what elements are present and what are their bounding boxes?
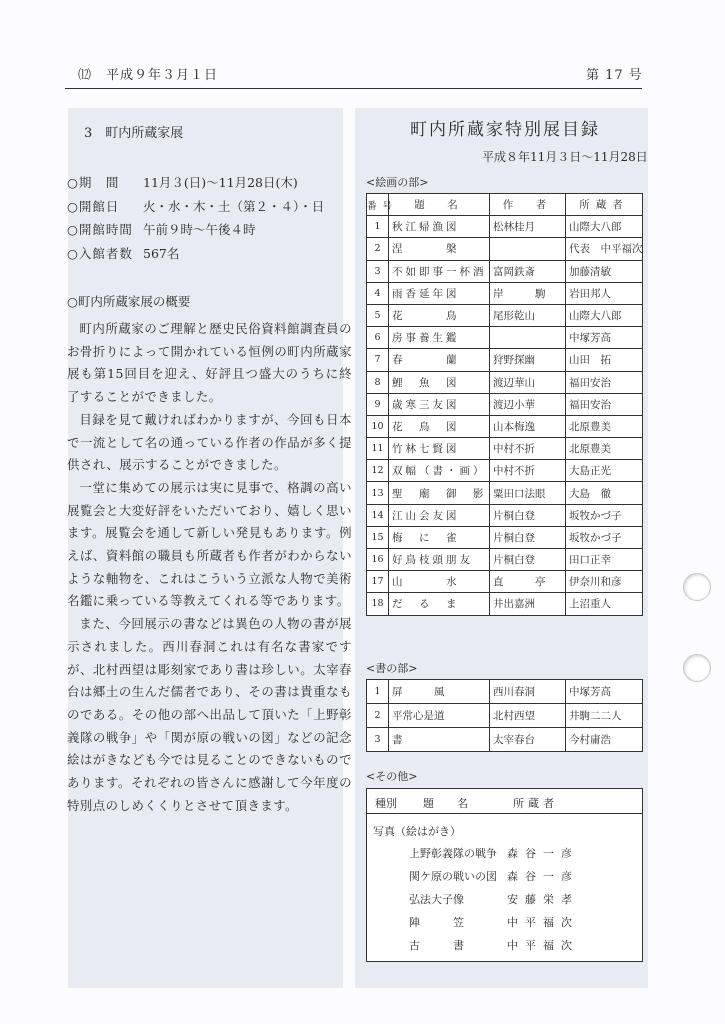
table-row <box>367 238 643 260</box>
catalog-date-range: 平成８年11月３日〜11月28日 <box>482 150 648 164</box>
row-number: 16 <box>367 549 389 571</box>
row-artist: 渡辺華山 <box>490 371 566 393</box>
row-artist: 岸 駒 <box>490 282 566 304</box>
row-number: 12 <box>367 460 389 482</box>
row-owner: 坂牧かづ子 <box>566 504 643 526</box>
row-artist: 松林桂月 <box>490 216 566 238</box>
table-row <box>367 526 643 548</box>
info-value-period: 11月３(日)〜11月28日(木) <box>143 175 298 190</box>
table-header-row <box>367 194 643 216</box>
table-row <box>367 393 643 415</box>
other-header-type: 種別 <box>375 797 397 810</box>
row-artist: 粟田口法眼 <box>490 482 566 504</box>
row-title: 双幅（書・画） <box>389 460 490 482</box>
row-owner: 中塚芳高 <box>566 327 643 349</box>
table-row <box>367 680 643 704</box>
table-row <box>367 728 643 752</box>
row-number: 18 <box>367 593 389 615</box>
item-title: 弘法大子像 <box>409 893 464 906</box>
info-value-open-days: 火・水・木・土（第２・４）・日 <box>143 199 325 214</box>
row-title: 秋江帰漁図 <box>389 216 490 238</box>
row-number: 15 <box>367 526 389 548</box>
row-owner: 山際大八郎 <box>566 216 643 238</box>
row-title: 涅 槃 <box>389 238 490 260</box>
row-artist: 北村西望 <box>490 704 566 728</box>
item-title: 上野彰義隊の戦争 <box>409 847 497 860</box>
row-number: 6 <box>367 327 389 349</box>
row-number: 2 <box>367 238 389 260</box>
table-row <box>367 327 643 349</box>
row-artist: 中村不折 <box>490 438 566 460</box>
row-title: 鯉 魚 図 <box>389 371 490 393</box>
item-owner: 森谷一彦 <box>507 847 579 860</box>
table-row <box>367 460 643 482</box>
other-header-owner: 所蔵者 <box>513 797 558 810</box>
row-title: 不如即事一杯酒 <box>389 260 490 282</box>
table-row <box>367 371 643 393</box>
article-heading: 3 町内所蔵家展 <box>84 126 184 141</box>
other-section-label: <その他> <box>366 770 418 783</box>
item-owner: 安藤栄孝 <box>507 893 579 906</box>
table-row <box>367 571 643 593</box>
paintings-table <box>366 193 643 616</box>
row-title: 好鳥枝頭朋友 <box>389 549 490 571</box>
table-row <box>367 415 643 437</box>
binder-hole-top <box>683 573 711 601</box>
row-owner: 田口正幸 <box>566 549 643 571</box>
row-number: 3 <box>367 728 389 752</box>
row-title: 梅 に 雀 <box>389 526 490 548</box>
row-artist: 片桐白登 <box>490 549 566 571</box>
row-owner: 加藤清敏 <box>566 260 643 282</box>
item-owner: 森谷一彦 <box>507 870 579 883</box>
row-number: 9 <box>367 393 389 415</box>
issue-date: ⑿ 平成９年３月１日 <box>78 68 219 83</box>
row-title: 平常心是道 <box>389 704 490 728</box>
item-owner: 中平福次 <box>507 916 579 929</box>
info-label-period: ○期 間 <box>67 175 120 190</box>
row-number: 17 <box>367 571 389 593</box>
row-owner: 北原豊美 <box>566 415 643 437</box>
row-artist: 片桐白登 <box>490 504 566 526</box>
table-row <box>367 704 643 728</box>
row-number: 3 <box>367 260 389 282</box>
row-title: 山 水 <box>389 571 490 593</box>
row-owner: 坂牧かづ子 <box>566 526 643 548</box>
info-value-hours: 午前９時〜午後４時 <box>143 222 256 237</box>
table-row <box>367 549 643 571</box>
row-owner: 大島 徹 <box>566 482 643 504</box>
row-owner: 上沼重人 <box>566 593 643 615</box>
row-owner: 今村庸浩 <box>566 728 643 752</box>
row-title: 花 鳥 <box>389 304 490 326</box>
row-number: 2 <box>367 704 389 728</box>
row-number: 1 <box>367 216 389 238</box>
row-owner: 山田 拓 <box>566 349 643 371</box>
other-header-row <box>367 789 642 814</box>
row-owner: 中塚芳高 <box>566 680 643 704</box>
info-label-hours: ○開館時間 <box>67 222 133 237</box>
row-number: 1 <box>367 680 389 704</box>
table-row <box>367 438 643 460</box>
body-paragraph: 一堂に集めての展示は実に見事で、格調の高い展覧会と大変好評をいただいており、嬉しく思います。展覧会を通して新しい発見もあります。例えば、資料館の職員も所蔵者も作者がわからないような軸物を、これはこういう立派な人物で美術名鑑に乗っている等教えてくれる等であります。 <box>67 479 352 609</box>
info-value-visitors: 567名 <box>143 246 180 261</box>
row-title: 屏 風 <box>389 680 490 704</box>
header-owner: 所蔵者 <box>566 194 643 216</box>
row-owner: 井駒二二人 <box>566 704 643 728</box>
other-items-box <box>366 788 643 962</box>
paintings-section-label: <絵画の部> <box>366 176 429 189</box>
issue-number: 第 17 号 <box>586 68 643 83</box>
body-paragraph: 町内所蔵家のご理解と歴史民俗資料館調査員のお骨折りによって開かれている恒例の町内所蔵家展も第15回目を迎え、好評且つ盛大のうちに終了することができました。 <box>67 321 352 405</box>
row-number: 13 <box>367 482 389 504</box>
header-artist: 作 者 <box>490 194 566 216</box>
row-title: 歳寒三友図 <box>389 393 490 415</box>
row-owner: 代表 中平福次 <box>566 238 643 260</box>
table-row <box>367 282 643 304</box>
row-title: 竹林七賢図 <box>389 438 490 460</box>
table-row <box>367 349 643 371</box>
row-owner: 大島正光 <box>566 460 643 482</box>
row-title: 房事養生鑑 <box>389 327 490 349</box>
row-artist: 太宰春台 <box>490 728 566 752</box>
row-title: 書 <box>389 728 490 752</box>
row-owner: 福田安治 <box>566 371 643 393</box>
row-title: 花 鳥 図 <box>389 415 490 437</box>
row-owner: 北原豊美 <box>566 438 643 460</box>
calligraphy-table <box>366 679 643 752</box>
row-title: だ る ま <box>389 593 490 615</box>
table-row <box>367 593 643 615</box>
row-number: 4 <box>367 282 389 304</box>
row-number: 7 <box>367 349 389 371</box>
row-number: 14 <box>367 504 389 526</box>
body-paragraph: また、今回展示の書などは異色の人物の書が展示されました。西川春洞これは有名な書家ですが、北村西望は彫刻家であり書は珍しい。太宰春台は郷土の生んだ儒者であり、その書は貴重なものである。その他の部へ出品して頂いた「上野彰義隊の戦争」や「関が原の戦いの図」などの記念絵はがきなども今では見ることのできないものであります。それぞれの皆さんに感謝して今年度の特別点のしめくくりとさせて頂きます。 <box>67 616 352 813</box>
row-title: 江山会友図 <box>389 504 490 526</box>
row-number: 10 <box>367 415 389 437</box>
row-artist <box>490 327 566 349</box>
overview-heading: ○町内所蔵家展の概要 <box>67 294 191 309</box>
header-title: 題 名 <box>389 194 490 216</box>
body-paragraph: 目録を見て戴ければわかりますが、今回も日本で一流として名の通っている作者の作品が多く提供され、展示することができました。 <box>67 411 352 473</box>
row-number: 11 <box>367 438 389 460</box>
row-title: 春 蘭 <box>389 349 490 371</box>
row-number: 5 <box>367 304 389 326</box>
row-number: 8 <box>367 371 389 393</box>
row-artist: 井出嘉洲 <box>490 593 566 615</box>
item-title: 関ケ原の戦いの図 <box>409 870 497 883</box>
table-row <box>367 260 643 282</box>
row-title: 聖 廟 御 影 <box>389 482 490 504</box>
row-owner: 岩田邦人 <box>566 282 643 304</box>
row-artist: 山本梅逸 <box>490 415 566 437</box>
catalog-title: 町内所蔵家特別展目録 <box>410 120 600 140</box>
table-row <box>367 504 643 526</box>
row-artist: 中村不折 <box>490 460 566 482</box>
calligraphy-section-label: <書の部> <box>366 662 418 675</box>
item-title: 古 書 <box>409 939 464 952</box>
article-body <box>67 318 352 817</box>
row-artist <box>490 238 566 260</box>
row-artist: 富岡鉄斎 <box>490 260 566 282</box>
item-owner: 中平福次 <box>507 939 579 952</box>
table-row <box>367 482 643 504</box>
table-row <box>367 216 643 238</box>
header-rule <box>65 88 642 89</box>
row-owner: 伊奈川和彦 <box>566 571 643 593</box>
row-owner: 山際大八郎 <box>566 304 643 326</box>
info-label-visitors: ○入館者数 <box>67 246 133 261</box>
row-artist: 渡辺小華 <box>490 393 566 415</box>
info-label-open-days: ○開館日 <box>67 199 120 214</box>
row-artist: 尾形乾山 <box>490 304 566 326</box>
photo-postcard-label: 写真（絵はがき） <box>373 825 461 838</box>
header-number: 番号 <box>367 194 389 216</box>
row-artist: 西川春洞 <box>490 680 566 704</box>
table-row <box>367 304 643 326</box>
row-title: 雨香延年図 <box>389 282 490 304</box>
item-title: 陣 笠 <box>409 916 464 929</box>
row-artist: 狩野探幽 <box>490 349 566 371</box>
row-artist: 直 亭 <box>490 571 566 593</box>
row-owner: 福田安治 <box>566 393 643 415</box>
row-artist: 片桐白登 <box>490 526 566 548</box>
binder-hole-bottom <box>683 654 711 682</box>
other-header-title: 題 名 <box>423 797 474 810</box>
